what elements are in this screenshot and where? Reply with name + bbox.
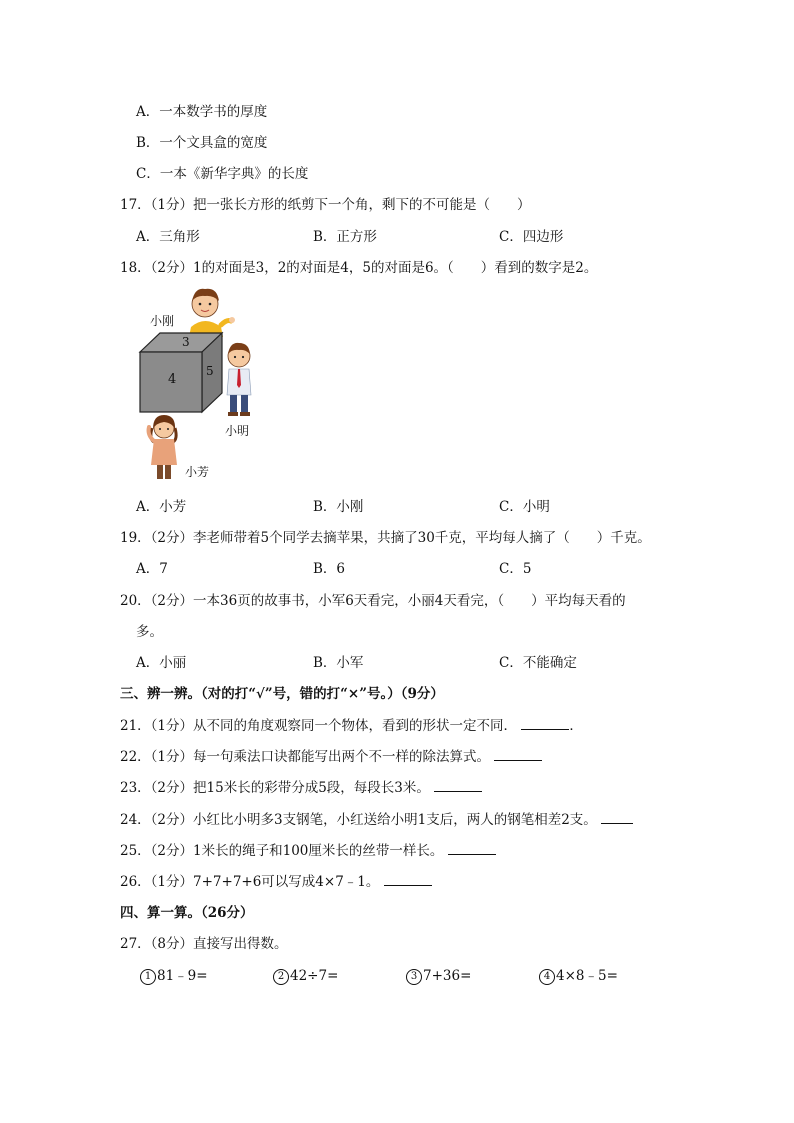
calc-expression-1: 81﹣9= [157, 968, 208, 984]
calc-item-4 [539, 967, 618, 985]
q26-answer-blank[interactable] [384, 873, 432, 886]
q23-text: 23．（2分）把15米长的彩带分成5段，每段长3米。 [120, 780, 430, 796]
circled-number-3: 3 [406, 969, 422, 985]
cube-top-number: 3 [182, 335, 190, 349]
q22-item [120, 748, 542, 766]
q26-text: 26．（1分）7+7+7+6可以写成4×7﹣1。 [120, 874, 380, 890]
q22-text: 22．（1分）每一句乘法口诀都能写出两个不一样的除法算式。 [120, 749, 491, 765]
cube-side-number: 5 [206, 364, 214, 378]
q19-option-a: A．7 [136, 561, 168, 577]
q16-option-c: C．一本《新华字典》的长度 [136, 166, 309, 182]
number-cube [140, 333, 222, 412]
circled-number-2: 2 [273, 969, 289, 985]
q25-answer-blank[interactable] [448, 842, 496, 855]
section-4-title: 四、算一算。（26分） [120, 905, 254, 921]
calc-expression-2: 42÷7= [290, 968, 339, 984]
circled-number-1: 1 [140, 969, 156, 985]
cube-illustration [135, 287, 260, 487]
circled-number-4: 4 [539, 969, 555, 985]
q16-option-a: A．一本数学书的厚度 [136, 104, 268, 120]
q25-item [120, 842, 496, 860]
q20-option-c: C．不能确定 [499, 655, 577, 671]
q20-option-b: B．小军 [313, 655, 364, 671]
cube-front-number: 4 [168, 372, 177, 387]
q26-item [120, 873, 432, 891]
q19-option-b: B．6 [313, 561, 346, 577]
q24-answer-blank[interactable] [601, 811, 633, 824]
calc-item-1 [140, 967, 208, 985]
q23-answer-blank[interactable] [434, 779, 482, 792]
q16-option-b: B．一个文具盒的宽度 [136, 135, 268, 151]
boy-xiaogang-illustration [189, 289, 235, 337]
q17-option-a: A．三角形 [136, 229, 200, 245]
q17-option-c: C．四边形 [499, 229, 564, 245]
cube-observation-figure [135, 287, 260, 487]
q18-option-b: B．小刚 [313, 499, 364, 515]
q20-option-a: A．小丽 [136, 655, 187, 671]
q25-text: 25．（2分）1米长的绳子和100厘米长的丝带一样长。 [120, 843, 444, 859]
q17-stem: 17．（1分）把一张长方形的纸剪下一个角，剩下的不可能是（ ） [120, 197, 531, 213]
calc-expression-4: 4×8﹣5= [556, 968, 618, 984]
label-xiaogang: 小刚 [150, 314, 175, 328]
label-xiaoming: 小明 [225, 424, 250, 438]
q18-option-a: A．小芳 [136, 499, 187, 515]
q22-answer-blank[interactable] [494, 748, 542, 761]
boy-xiaoming-illustration [227, 343, 251, 416]
q21-item [120, 717, 583, 735]
q24-text: 24．（2分）小红比小明多3支钢笔，小红送给小明1支后，两人的钢笔相差2支。 [120, 812, 597, 828]
q18-stem: 18．（2分）1的对面是3，2的对面是4，5的对面是6。（ ）看到的数字是2。 [120, 260, 598, 276]
calc-expression-3: 7+36= [423, 968, 472, 984]
section-3-title: 三、辨一辨。（对的打“√”号，错的打“×”号。）（9分） [120, 686, 444, 702]
q23-item [120, 779, 482, 797]
q19-option-c: C．5 [499, 561, 532, 577]
girl-xiaofang-illustration [149, 415, 177, 479]
calc-item-3 [406, 967, 471, 985]
q27-stem: 27．（8分）直接写出得数。 [120, 936, 288, 952]
q20-stem-continued: 多。 [136, 624, 163, 640]
q20-stem: 20．（2分）一本36页的故事书，小军6天看完，小丽4天看完，（ ）平均每天看的 [120, 593, 626, 609]
q18-option-c: C．小明 [499, 499, 550, 515]
label-xiaofang: 小芳 [185, 465, 210, 479]
q19-stem: 19．（2分）李老师带着5个同学去摘苹果，共摘了30千克，平均每人摘了（ ）千克。 [120, 530, 651, 546]
q21-text: 21．（1分）从不同的角度观察同一个物体，看到的形状一定不同． [120, 718, 518, 734]
q21-answer-blank[interactable] [521, 717, 569, 730]
q24-item [120, 811, 633, 829]
q17-option-b: B．正方形 [313, 229, 377, 245]
q21-period: ． [569, 718, 583, 734]
calc-item-2 [273, 967, 338, 985]
